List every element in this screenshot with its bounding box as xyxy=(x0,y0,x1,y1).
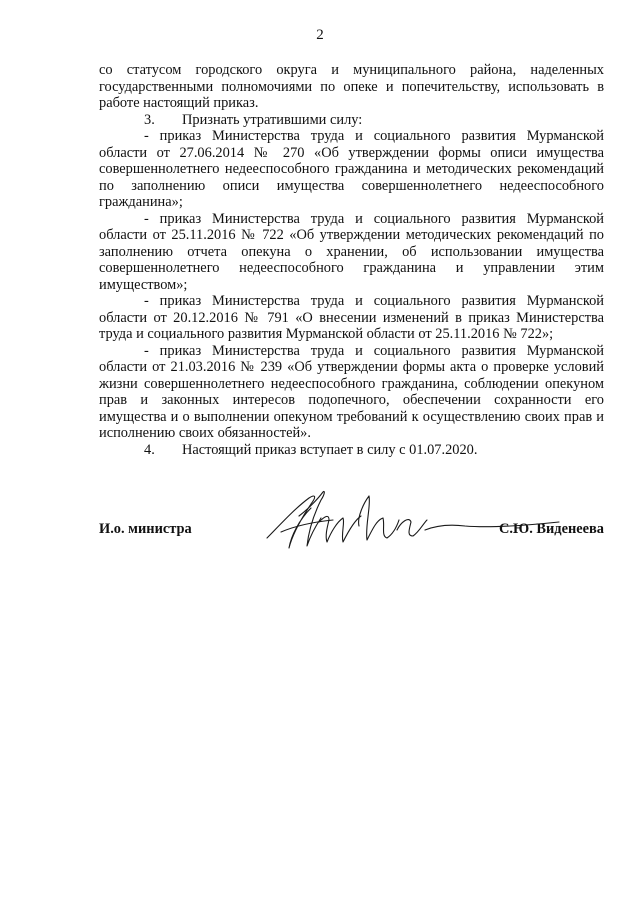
item-4-text: Настоящий приказ вступает в силу с 01.07.2020. xyxy=(182,441,478,458)
page-number: 2 xyxy=(316,27,324,43)
repealed-order-1: - приказ Министерства труда и социального развития Мурманской области от 27.06.2014 № 270 «Об утверждении формы описи имущества совершеннолетнего недееспособного гражданина и методических рекомендаций по заполнению описи имущества совершеннолетнего недееспособного гражданина»; xyxy=(99,128,604,210)
repealed-order-2: - приказ Министерства труда и социального развития Мурманской области от 25.11.2016 № 722 «Об утверждении методических рекомендаций по заполнению отчета опекуна о хранении, об использовании имущества совершеннолетнего недееспособного гражданина и управлении этим имуществом»; xyxy=(99,210,604,293)
signature-block xyxy=(99,486,604,556)
item-3-text: Признать утратившими силу: xyxy=(182,111,363,128)
signatory-title: И.о. министра xyxy=(99,521,192,537)
signatory-name: С.Ю. Виденеева xyxy=(499,521,604,537)
item-3-number: 3. xyxy=(144,111,155,128)
item-3 xyxy=(99,112,604,129)
repealed-order-4: - приказ Министерства труда и социального развития Мурманской области от 21.03.2016 № 239 «Об утверждении формы акта о проверке условий жизни совершеннолетнего недееспособного гражданина, соблюдении опекуном прав и законных интересов подопечного, обеспечении сохранности его имущества и о выполнении опекуном требований к осуществлению своих прав и исполнению своих обязанностей». xyxy=(99,342,604,441)
repealed-order-3: - приказ Министерства труда и социального развития Мурманской области от 20.12.2016 № 791 «О внесении изменений в приказ Министерства труда и социального развития Мурманской области от 25.11.2016 № 722»; xyxy=(99,293,604,342)
document-body xyxy=(99,62,604,458)
item-4 xyxy=(99,442,604,459)
continuation-paragraph: со статусом городского округа и муниципального района, наделенных государственными полномочиями по опеке и попечительству, использовать в работе настоящий приказ. xyxy=(99,62,604,111)
item-4-number: 4. xyxy=(144,441,155,458)
